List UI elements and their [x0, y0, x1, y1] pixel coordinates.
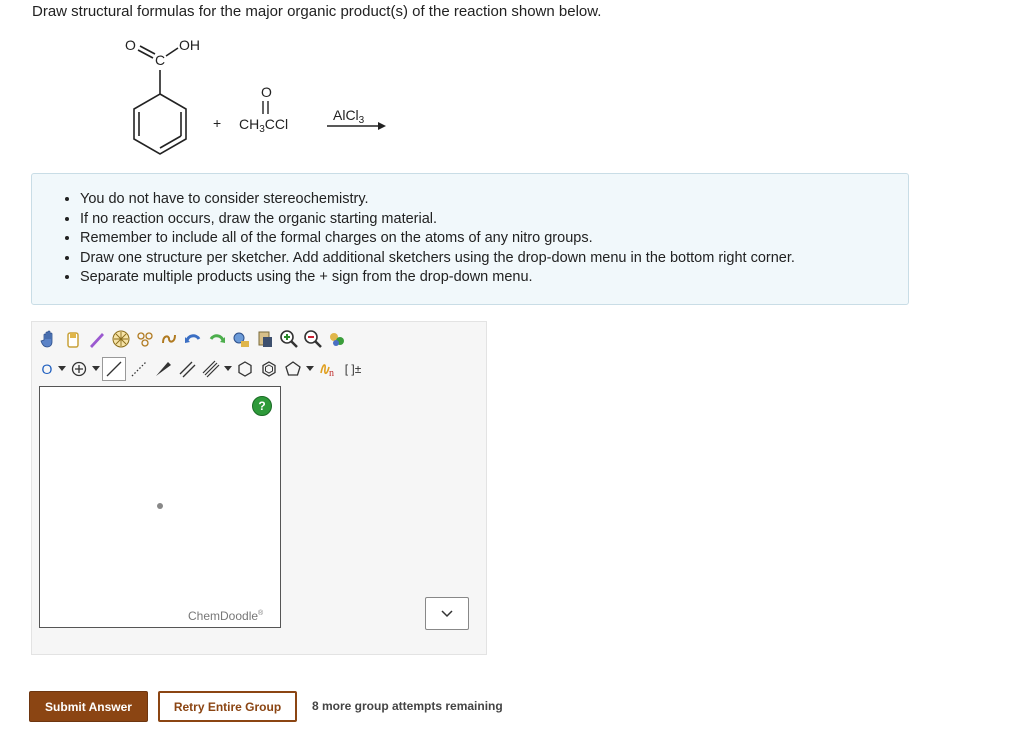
chevron-down-icon: [441, 610, 453, 618]
chevron-down-icon[interactable]: [58, 358, 66, 380]
chevron-down-icon[interactable]: [224, 358, 232, 380]
formula-part-a: CH: [239, 116, 260, 132]
chain-icon[interactable]: [158, 328, 180, 350]
reaction-scheme: [120, 30, 420, 160]
plus-sign: +: [213, 115, 222, 131]
zoom-out-icon[interactable]: [302, 328, 324, 350]
reagent-label: [333, 107, 365, 126]
zoom-in-icon[interactable]: [278, 328, 300, 350]
chevron-down-icon[interactable]: [306, 358, 314, 380]
carbonyl-o-label: O: [125, 37, 136, 53]
cyclopentane-icon[interactable]: [282, 358, 304, 380]
charge-plus-icon[interactable]: [68, 358, 90, 380]
brand-name: ChemDoodle: [188, 609, 259, 623]
acetyl-chloride-formula: [239, 116, 288, 135]
carboxyl-c-label: C: [155, 52, 166, 68]
lasso-pen-icon[interactable]: [86, 328, 108, 350]
chevron-down-icon[interactable]: [92, 358, 100, 380]
canvas-dot: [157, 503, 163, 509]
bracket-charge-icon[interactable]: [ ]±: [344, 362, 362, 376]
double-bond-icon[interactable]: [176, 358, 198, 380]
chemdoodle-brand: [188, 609, 263, 623]
atom-colors-icon[interactable]: [326, 328, 348, 350]
toolbar-row-2: [38, 356, 366, 382]
chemdoodle-sketcher: [31, 321, 487, 655]
copy-icon[interactable]: [254, 328, 276, 350]
acyl-o-label: O: [261, 84, 272, 100]
benzene-icon[interactable]: [258, 358, 280, 380]
template-icon[interactable]: [134, 328, 156, 350]
question-text: Draw structural formulas for the major organic product(s) of the reaction shown below.: [32, 3, 602, 20]
hand-icon[interactable]: [38, 328, 60, 350]
note-item: • If no reaction occurs, draw the organic starting material.: [80, 210, 908, 230]
add-sketcher-dropdown[interactable]: [425, 597, 469, 630]
redo-icon[interactable]: [206, 328, 228, 350]
note-item: • Draw one structure per sketcher. Add additional sketchers using the drop-down menu in the bottom right corner.: [80, 249, 908, 269]
toolbar-row-1: [38, 326, 348, 352]
formula-subscript: 3: [259, 124, 265, 135]
ring-template-icon[interactable]: [110, 328, 132, 350]
single-bond-icon[interactable]: [102, 357, 126, 381]
element-selector[interactable]: O: [41, 361, 53, 377]
note-item: • Separate multiple products using the + sign from the drop-down menu.: [80, 268, 908, 288]
triple-bond-icon[interactable]: [200, 358, 222, 380]
note-item: • Remember to include all of the formal charges on the atoms of any nitro groups.: [80, 229, 908, 249]
hydroxyl-label: OH: [179, 37, 200, 53]
dashed-bond-icon[interactable]: [128, 358, 150, 380]
instructions-box: [31, 173, 909, 305]
retry-group-button[interactable]: Retry Entire Group: [158, 691, 297, 722]
clean-structure-icon[interactable]: [230, 328, 252, 350]
drawing-canvas[interactable]: [39, 386, 281, 628]
text-tool-label: n: [329, 368, 334, 379]
reagent-subscript: 3: [358, 115, 365, 126]
submit-answer-button[interactable]: Submit Answer: [29, 691, 148, 722]
cyclohexane-icon[interactable]: [234, 358, 256, 380]
text-tool-icon[interactable]: [316, 358, 338, 380]
note-item: • You do not have to consider stereochemistry.: [80, 190, 908, 210]
undo-icon[interactable]: [182, 328, 204, 350]
brand-mark: ®: [258, 610, 264, 617]
wedge-bond-icon[interactable]: [152, 358, 174, 380]
help-icon[interactable]: ?: [252, 396, 272, 416]
formula-part-b: CCl: [264, 116, 289, 132]
attempts-remaining: 8 more group attempts remaining: [312, 699, 503, 713]
eraser-icon[interactable]: [62, 328, 84, 350]
reagent-main: AlCl: [333, 107, 359, 123]
